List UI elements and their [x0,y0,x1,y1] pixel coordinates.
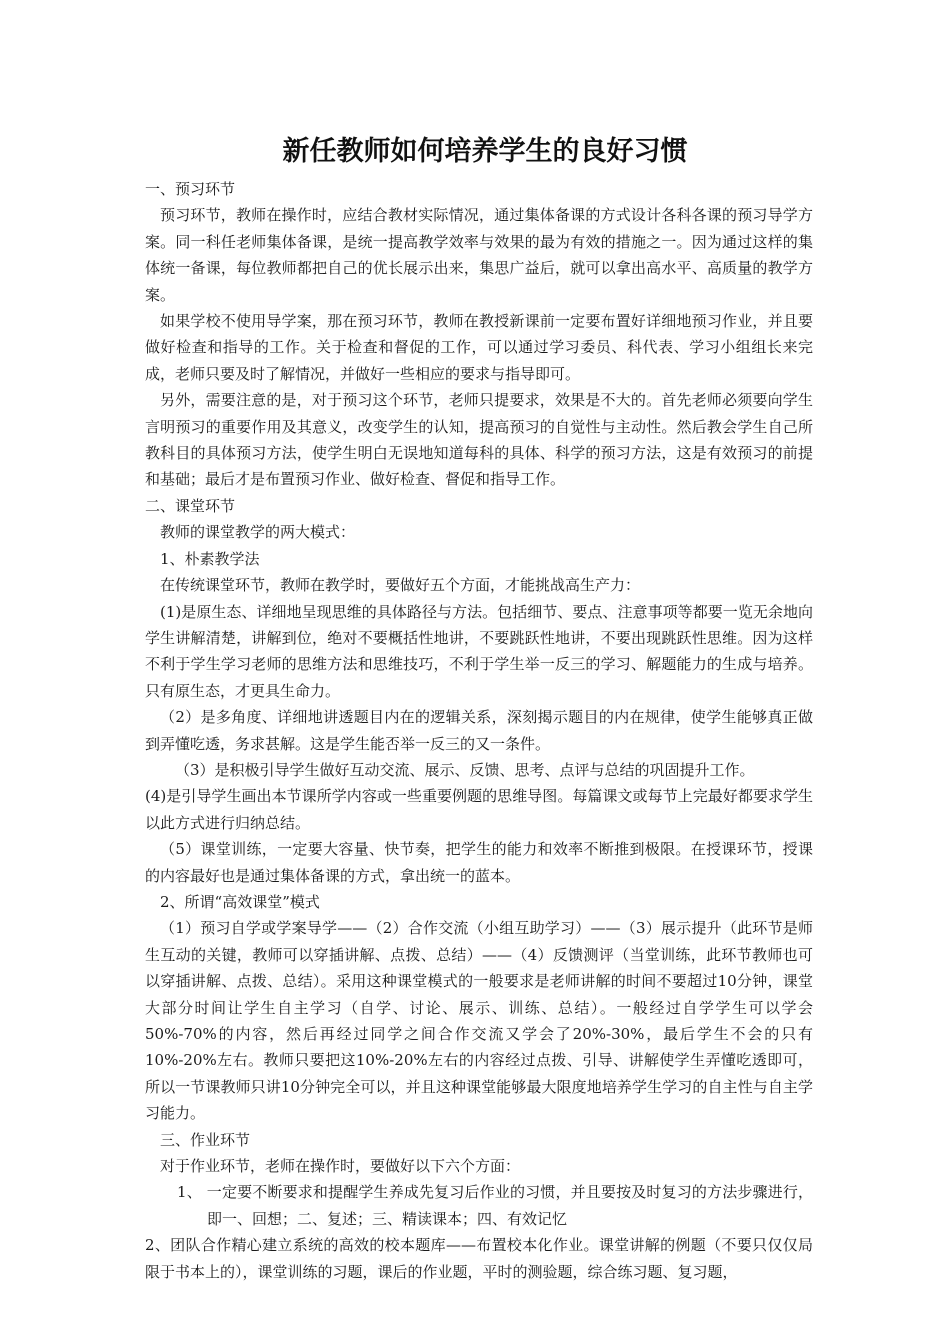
list-item: （3）是积极引导学生做好互动交流、展示、反馈、思考、点评与总结的巩固提升工作。 [175,760,755,779]
document-body [145,176,813,1285]
paragraph: 对于作业环节，老师在操作时，要做好以下六个方面： [160,1157,521,1176]
paragraph: 另外，需要注意的是，对于预习这个环节，老师只提要求，效果是不大的。首先老师必须要向学生言明预习的重要作用及其意义，改变学生的认知，提高预习的自觉性与主动性。然后教会学生自己所教科目的具体预习方法，使学生明白无误地知道每科的具体、科学的预习方法，这是有效预习的前提和基础；最后才是布置预习作业、做好检查、督促和指导工作。 [145,391,813,489]
paragraph: 在传统课堂环节，教师在教学时，要做好五个方面，才能挑战高生产力： [160,576,641,595]
paragraph: 教师的课堂教学的两大模式： [160,523,356,542]
list-item: (4)是引导学生画出本节课所学内容或一些重要例题的思维导图。每篇课文或每节上完最好都要求学生以此方式进行归纳总结。 [145,787,813,832]
list-item: （5）课堂训练，一定要大容量、快节奏，把学生的能力和效率不断推到极限。在授课环节，授课的内容最好也是通过集体备课的方式，拿出统一的蓝本。 [145,840,813,885]
section-heading-preview: 一、预习环节 [145,180,236,198]
paragraph: 预习环节，教师在操作时，应结合教材实际情况，通过集体备课的方式设计各科各课的预习导学方案。同一科任老师集体备课，是统一提高教学效率与效果的最为有效的措施之一。因为通过这样的集体统一备课，每位教师都把自己的优长展示出来，集思广益后，就可以拿出高水平、高质量的教学方案。 [145,206,813,304]
list-item: 2、团队合作精心建立系统的高效的校本题库——布置校本化作业。课堂讲解的例题（不要只仅仅局限于书本上的），课堂训练的习题，课后的作业题，平时的测验题，综合练习题、复习题， [145,1236,813,1281]
list-item: (1)是原生态、详细地呈现思维的具体路径与方法。包括细节、要点、注意事项等都要一览无余地向学生讲解清楚，讲解到位，绝对不要概括性地讲，不要跳跃性地讲，不要出现跳跃性思维。因为这样不利于学生学习老师的思维方法和思维技巧，不利于学生举一反三的学习、解题能力的生成与培养。只有原生态，才更具生命力。 [145,602,813,700]
list-item: 1、 一定要不断要求和提醒学生养成先复习后作业的习惯，并且要按及时复习的方法步骤进行，即一、回想；二、复述；三、精读课本；四、有效记忆 [177,1183,813,1228]
section-heading-homework: 三、作业环节 [160,1130,251,1149]
subsection-heading: 1、朴素教学法 [160,549,260,568]
section-heading-classroom: 二、课堂环节 [145,496,236,515]
document-title: 新任教师如何培养学生的良好习惯 [282,136,688,167]
paragraph: 如果学校不使用导学案，那在预习环节，教师在教授新课前一定要布置好详细地预习作业，并且要做好检查和指导的工作。关于检查和督促的工作，可以通过学习委员、科代表、学习小组组长来完成，老师只要及时了解情况，并做好一些相应的要求与指导即可。 [145,312,813,383]
subsection-heading: 2、所谓“高效课堂”模式 [160,892,320,911]
list-item: （2）是多角度、详细地讲透题目内在的逻辑关系，深刻揭示题目的内在规律，使学生能够真正做到弄懂吃透，务求甚解。这是学生能否举一反三的又一条件。 [145,708,813,753]
paragraph: （1）预习自学或学案导学——（2）合作交流（小组互助学习）——（3）展示提升（此环节是师生互动的关键，教师可以穿插讲解、点拨、总结）——（4）反馈测评（当堂训练，此环节教师也可以穿插讲解、点拨、总结）。采用这种课堂模式的一般要求是老师讲解的时间不要超过10分钟，课堂大部分时间让学生自主学习（自学、讨论、展示、训练、总结）。一般经过自学学生可以学会50%-70%的内容，然后再经过同学之间合作交流又学会了20%-30%，最后学生不会的只有10%-20%左右。教师只要把这10%-20%左右的内容经过点拨、引导、讲解使学生弄懂吃透即可，所以一节课教师只讲10分钟完全可以，并且这种课堂能够最大限度地培养学生学习的自主性与自主学习能力。 [145,919,813,1123]
